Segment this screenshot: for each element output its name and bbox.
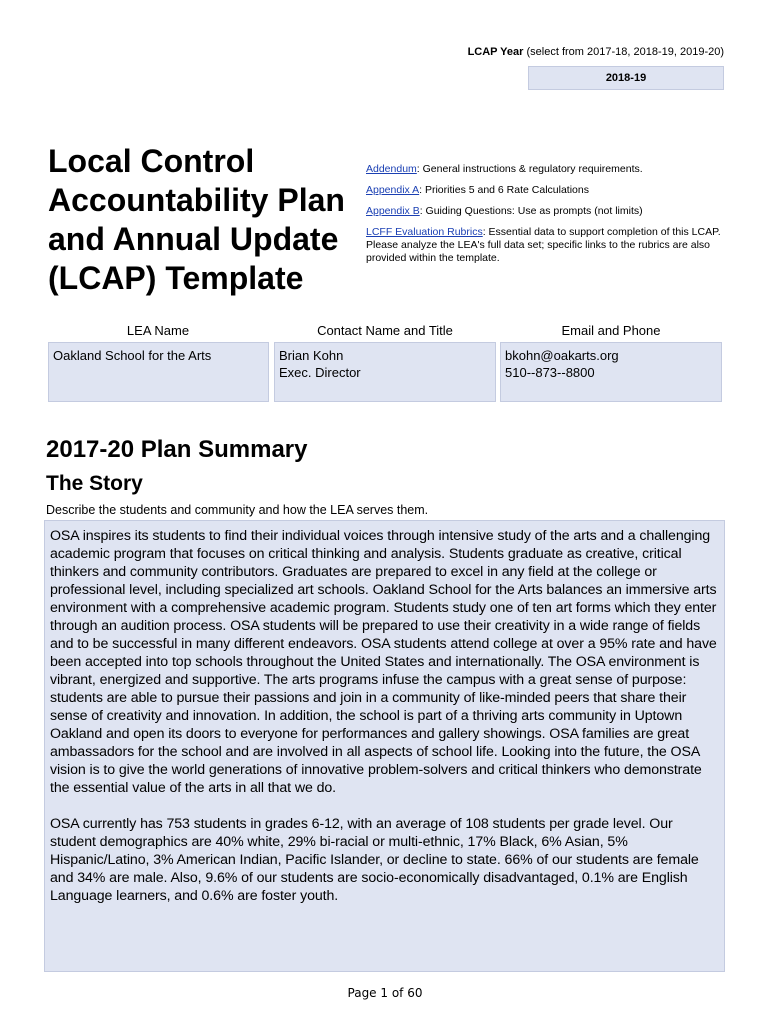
email-phone-header: Email and Phone <box>561 323 661 338</box>
contact-title-value: Exec. Director <box>279 365 361 380</box>
contact-field[interactable] <box>274 342 496 402</box>
appendix-a-row <box>366 184 726 197</box>
lcap-year-label <box>468 46 724 58</box>
appendix-b-row <box>366 205 726 218</box>
lea-name-header: LEA Name <box>126 323 190 338</box>
story-text-field[interactable] <box>44 520 725 972</box>
lea-name-value: Oakland School for the Arts <box>53 348 212 363</box>
rubrics-row <box>366 226 726 265</box>
appendix-a-description: : Priorities 5 and 6 Rate Calculations <box>419 184 589 196</box>
addendum-description: : General instructions & regulatory requirements. <box>416 163 643 175</box>
document-title: Local Control Accountability Plan and Annual Update (LCAP) Template <box>48 143 345 296</box>
plan-summary-heading: 2017-20 Plan Summary <box>46 436 308 463</box>
lcap-year-label-hint: (select from 2017-18, 2018-19, 2019-20) <box>523 46 724 58</box>
reference-links <box>366 163 726 273</box>
lcap-year-label-bold: LCAP Year <box>467 46 524 58</box>
story-prompt: Describe the students and community and how the LEA serves them. <box>46 503 429 517</box>
story-paragraph-1: OSA inspires its students to find their individual voices through intensive study of the arts and a challenging academic program that focuses on critical thinking and analysis. Students graduate as creative, critical thinkers and community contributors. Graduates are prepared to excel in any field at the college or professional level, including specialized art schools. Oakland School for the Arts balances an immersive arts environment with a comprehensive academic program. Students study one of ten art forms which they enter through an audition process. OSA students will be prepared to use their creativity in a wide range of fields and to be successful in many different endeavors. OSA students attend college at over a 95% rate and have been accepted into top schools throughout the United States and internationally. The OSA environment is vibrant, energized and supportive. The arts programs infuse the campus with a great sense of purpose: students are able to pursue their passions and join in a community of like-minded peers that share their sense of creativity and innovation. In addition, the school is part of a thriving arts community in Uptown Oakland and open its doors to everyone for performances and gallery showings. OSA families are great ambassadors for the school and are involved in all aspects of school life. Looking into the future, the OSA vision is to give the world generations of innovative problem-solvers and critical thinkers who demonstrate the essential value of the arts in all that we do. <box>50 528 717 796</box>
phone-value: 510--873--8800 <box>505 365 595 380</box>
page-number: Page 1 of 60 <box>347 986 423 1000</box>
appendix-b-description: : Guiding Questions: Use as prompts (not limits) <box>419 205 643 217</box>
email-phone-field[interactable] <box>500 342 722 402</box>
contact-name-value: Brian Kohn <box>279 348 344 363</box>
addendum-row <box>366 163 726 176</box>
rubrics-link[interactable]: LCFF Evaluation Rubrics <box>366 226 483 238</box>
addendum-link[interactable]: Addendum <box>366 163 417 175</box>
lcap-year-field[interactable]: 2018-19 <box>528 66 724 90</box>
the-story-heading: The Story <box>46 472 143 495</box>
lea-name-field[interactable] <box>48 342 269 402</box>
appendix-b-link[interactable]: Appendix B <box>366 205 420 217</box>
contact-header: Contact Name and Title <box>317 323 453 338</box>
appendix-a-link[interactable]: Appendix A <box>366 184 420 196</box>
story-paragraph-2: OSA currently has 753 students in grades 6-12, with an average of 108 students per grade level. Our student demographics are 40% white, 29% bi-racial or multi-ethnic, 17% Black, 6% Asian, 5% Hispanic/Latino, 3% American Indian, Pacific Islander, or decline to state. 66% of our students are female and 34% are male. Also, 9.6% of our students are socio-economically disadvantaged, 0.1% are English Language learners, and 0.6% are foster youth. <box>50 816 699 904</box>
rubrics-description: : Essential data to support completion of this LCAP. Please analyze the LEA's full data set; specific links to the rubrics are also provided within the template. <box>366 226 721 264</box>
email-value: bkohn@oakarts.org <box>505 348 619 363</box>
